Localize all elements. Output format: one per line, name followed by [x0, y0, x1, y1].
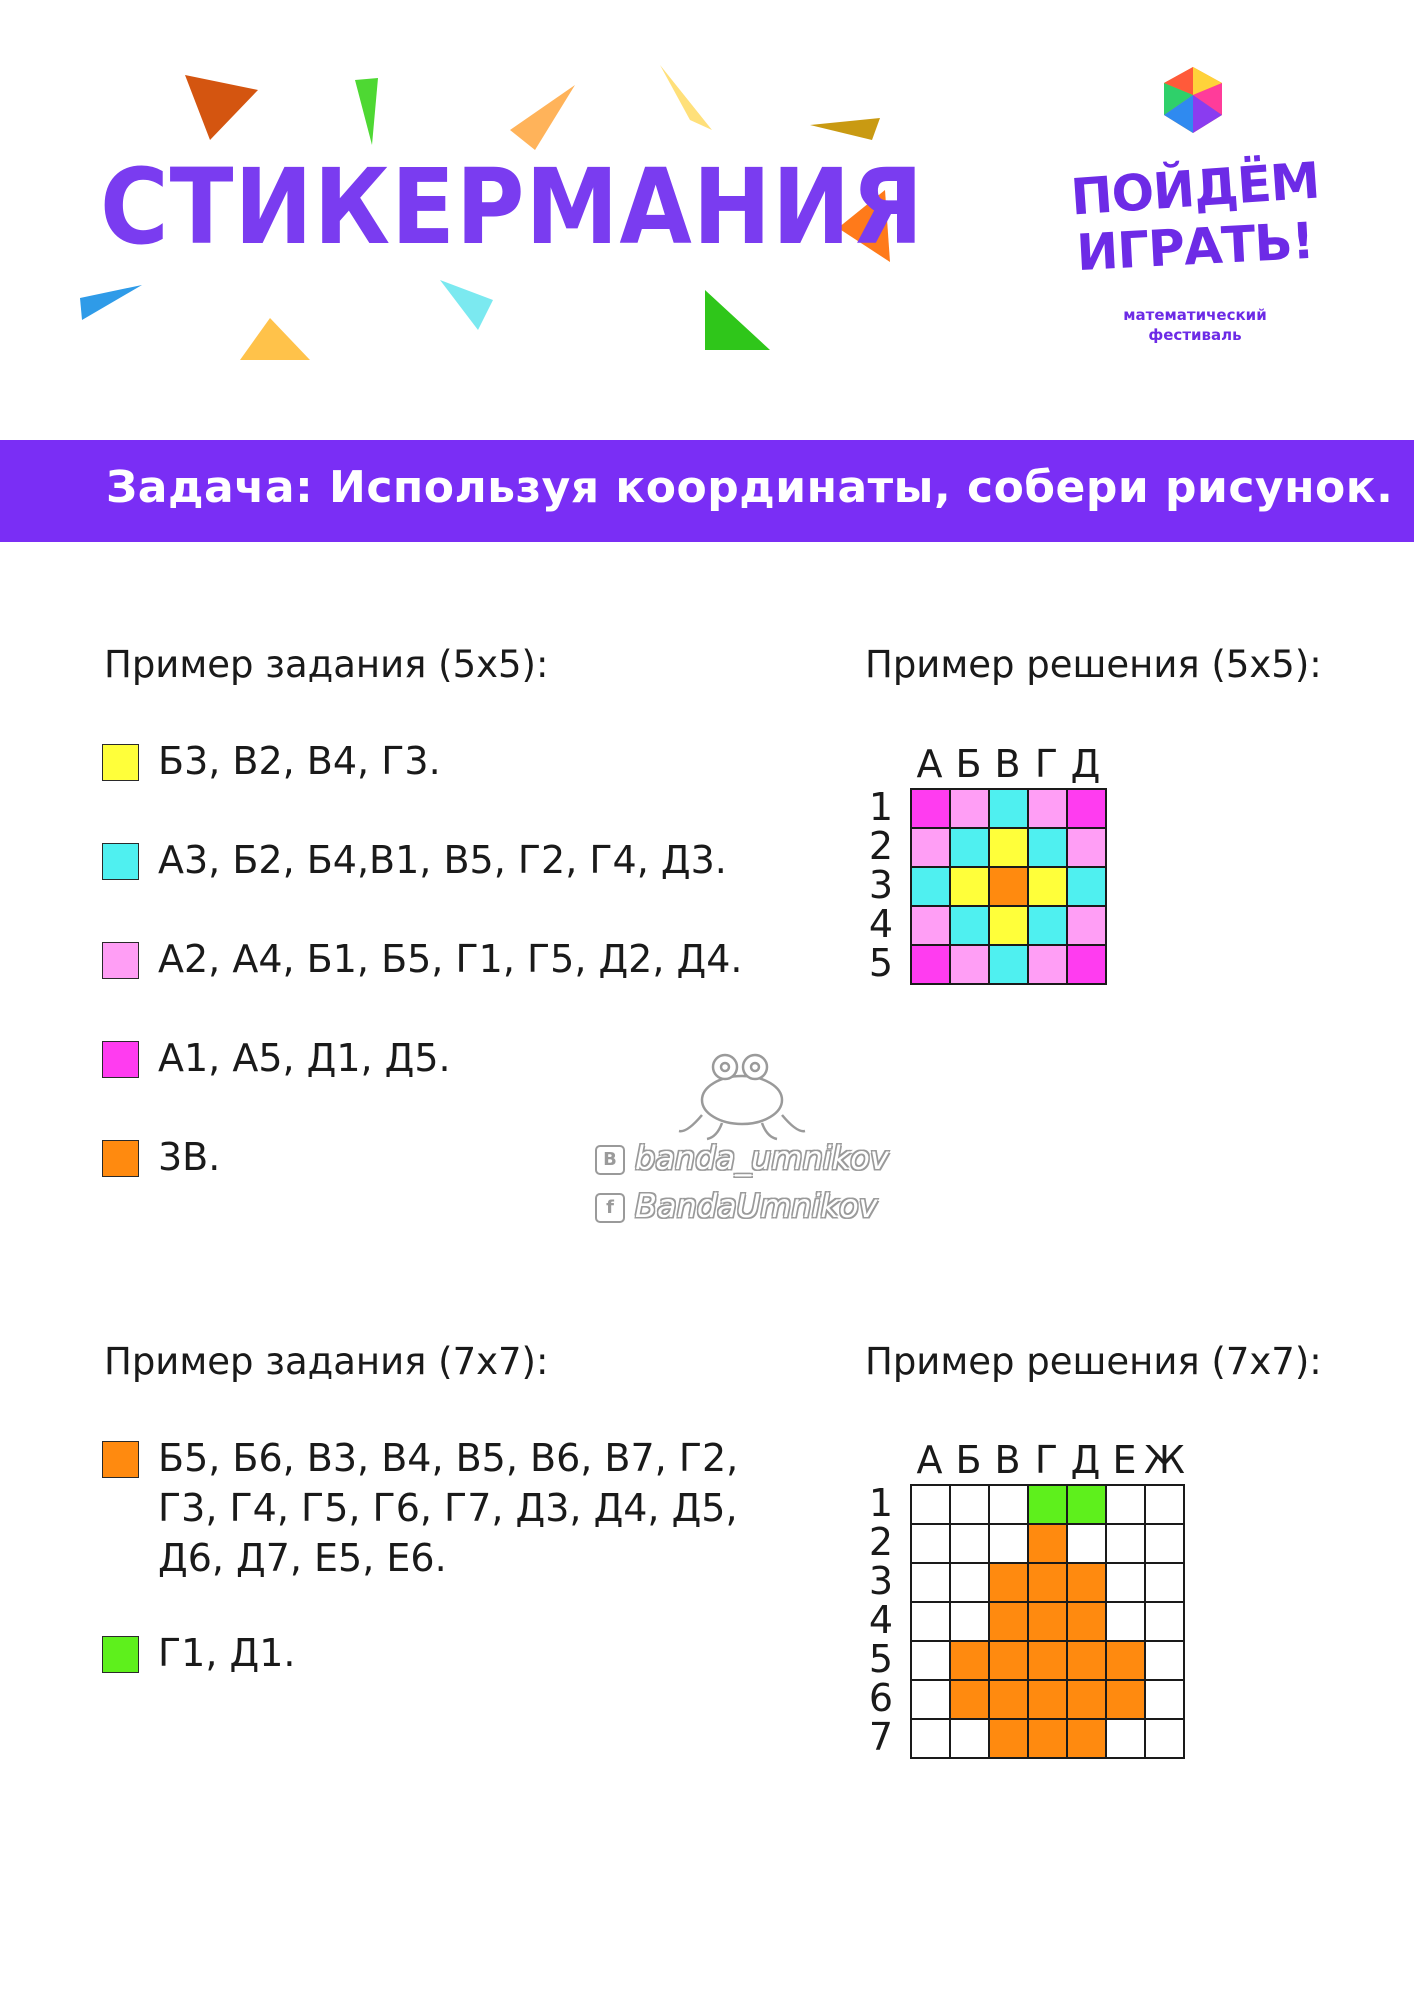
grid-cell — [990, 790, 1029, 829]
grid-cell — [1068, 829, 1107, 868]
grid-cell — [1107, 1564, 1146, 1603]
grid-cell — [1029, 1720, 1068, 1759]
row-label: 2 — [868, 1520, 894, 1564]
coordinates-text: Г1, Д1. — [158, 1631, 296, 1675]
color-swatch — [102, 1041, 139, 1078]
column-label: А — [916, 1438, 943, 1482]
row-label: 4 — [868, 1598, 894, 1642]
grid-cell — [1068, 907, 1107, 946]
confetti-piece — [355, 78, 378, 145]
grid-cell — [1068, 1603, 1107, 1642]
brand-title: СТИКЕРМАНИЯ — [100, 146, 925, 268]
row-label: 5 — [868, 941, 894, 985]
grid-cell — [912, 907, 951, 946]
row-label: 4 — [868, 902, 894, 946]
grid-cell — [990, 1720, 1029, 1759]
confetti-piece — [185, 75, 258, 140]
color-swatch — [102, 1441, 139, 1478]
grid-cell — [1146, 1564, 1185, 1603]
grid-cell — [1029, 790, 1068, 829]
row-label: 7 — [868, 1715, 894, 1759]
grid-cell — [1146, 1720, 1185, 1759]
column-label: Е — [1112, 1438, 1137, 1482]
logo-gem-icon — [1160, 65, 1226, 135]
grid-cell — [951, 1603, 990, 1642]
column-label: Д — [1070, 1438, 1101, 1482]
frog-logo-icon — [677, 1045, 807, 1141]
grid-cell — [1029, 829, 1068, 868]
task-banner — [0, 440, 1414, 542]
grid-cell — [1029, 907, 1068, 946]
grid-cell — [951, 907, 990, 946]
grid-cell — [990, 946, 1029, 985]
grid-cell — [1068, 1486, 1107, 1525]
logo-line-1: ПОЙДЁМ — [1068, 151, 1322, 227]
grid-cell — [1068, 868, 1107, 907]
example-7x7-solution-title: Пример решения (7х7): — [865, 1340, 1322, 1383]
grid-cell — [1107, 1720, 1146, 1759]
color-swatch — [102, 744, 139, 781]
coordinates-text: Б5, Б6, В3, В4, В5, В6, В7, Г2, Г3, Г4, Г5, Г6, Г7, Д3, Д4, Д5, Д6, Д7, Е5, Е6. — [158, 1436, 739, 1580]
grid-cell — [1107, 1486, 1146, 1525]
grid-cell — [990, 1486, 1029, 1525]
column-label: Д — [1070, 742, 1101, 786]
grid-cell — [951, 1681, 990, 1720]
column-label: В — [994, 1438, 1021, 1482]
grid-cell — [1146, 1681, 1185, 1720]
coordinates-text: А1, А5, Д1, Д5. — [158, 1036, 451, 1080]
confetti-piece — [510, 85, 575, 150]
color-swatch — [102, 942, 139, 979]
column-label: А — [916, 742, 943, 786]
grid-cell — [951, 868, 990, 907]
grid-cell — [912, 868, 951, 907]
watermark-vk: banda_umnikov — [635, 1139, 889, 1177]
watermark — [595, 1045, 915, 1245]
grid-cell — [990, 1564, 1029, 1603]
grid-cell — [912, 1564, 951, 1603]
grid-cell — [1029, 1642, 1068, 1681]
color-swatch — [102, 843, 139, 880]
grid-cell — [912, 1525, 951, 1564]
row-label: 1 — [868, 785, 894, 829]
grid-cell — [1068, 1642, 1107, 1681]
grid-board — [910, 1484, 1185, 1759]
color-swatch — [102, 1140, 139, 1177]
row-label: 1 — [868, 1481, 894, 1525]
vk-icon: В — [595, 1145, 625, 1175]
festival-logo — [1060, 60, 1330, 350]
coordinates-text: 3В. — [158, 1135, 221, 1179]
grid-cell — [912, 946, 951, 985]
grid-cell — [1107, 1525, 1146, 1564]
confetti-piece — [810, 118, 880, 140]
coordinates-text: Б3, В2, В4, Г3. — [158, 739, 441, 783]
grid-cell — [912, 790, 951, 829]
row-label: 3 — [868, 1559, 894, 1603]
grid-board — [910, 788, 1107, 985]
color-swatch — [102, 1636, 139, 1673]
grid-cell — [1029, 1681, 1068, 1720]
grid-cell — [1107, 1681, 1146, 1720]
grid-cell — [912, 1486, 951, 1525]
grid-cell — [1146, 1486, 1185, 1525]
facebook-icon: f — [595, 1193, 625, 1223]
grid-cell — [1068, 1564, 1107, 1603]
coordinates-text: А3, Б2, Б4,В1, В5, Г2, Г4, Д3. — [158, 838, 727, 882]
column-label: Ж — [1144, 1438, 1185, 1482]
grid-cell — [951, 1720, 990, 1759]
grid-cell — [951, 1525, 990, 1564]
column-label: Б — [955, 742, 982, 786]
grid-cell — [912, 1720, 951, 1759]
row-label: 5 — [868, 1637, 894, 1681]
logo-line-2: ИГРАТЬ! — [1075, 211, 1315, 283]
confetti-piece — [240, 318, 310, 360]
example-7x7-task-title: Пример задания (7х7): — [104, 1340, 549, 1383]
row-label: 2 — [868, 824, 894, 868]
row-label: 6 — [868, 1676, 894, 1720]
grid-cell — [990, 868, 1029, 907]
confetti-piece — [660, 65, 712, 130]
grid-cell — [1029, 946, 1068, 985]
grid-cell — [990, 907, 1029, 946]
watermark-fb: BandaUmnikov — [635, 1187, 878, 1225]
example-5x5-solution-title: Пример решения (5х5): — [865, 643, 1322, 686]
grid-cell — [990, 1603, 1029, 1642]
confetti-piece — [80, 285, 142, 320]
grid-cell — [951, 1486, 990, 1525]
grid-cell — [1146, 1603, 1185, 1642]
confetti-piece — [705, 290, 770, 350]
grid-cell — [1107, 1603, 1146, 1642]
coordinates-text: А2, А4, Б1, Б5, Г1, Г5, Д2, Д4. — [158, 937, 743, 981]
grid-cell — [1146, 1525, 1185, 1564]
example-5x5-task-title: Пример задания (5х5): — [104, 643, 549, 686]
grid-cell — [990, 1525, 1029, 1564]
grid-cell — [951, 1642, 990, 1681]
grid-cell — [990, 829, 1029, 868]
grid-cell — [951, 829, 990, 868]
grid-cell — [990, 1642, 1029, 1681]
grid-cell — [1068, 1681, 1107, 1720]
grid-cell — [1029, 868, 1068, 907]
grid-cell — [912, 1603, 951, 1642]
row-label: 3 — [868, 863, 894, 907]
task-text: Задача: Используя координаты, собери рисунок. — [106, 462, 1394, 513]
confetti-piece — [440, 280, 493, 330]
column-label: В — [994, 742, 1021, 786]
grid-cell — [951, 790, 990, 829]
column-label: Г — [1034, 742, 1059, 786]
grid-cell — [1107, 1642, 1146, 1681]
grid-cell — [990, 1681, 1029, 1720]
column-label: Б — [955, 1438, 982, 1482]
grid-cell — [1068, 1720, 1107, 1759]
grid-cell — [951, 946, 990, 985]
column-label: Г — [1034, 1438, 1059, 1482]
grid-cell — [1029, 1603, 1068, 1642]
grid-cell — [1029, 1486, 1068, 1525]
grid-cell — [1029, 1525, 1068, 1564]
grid-cell — [1029, 1564, 1068, 1603]
logo-subtitle-2: фестиваль — [1148, 326, 1242, 344]
grid-cell — [912, 1681, 951, 1720]
grid-cell — [912, 829, 951, 868]
grid-cell — [912, 1642, 951, 1681]
grid-cell — [1146, 1642, 1185, 1681]
logo-subtitle-1: математический — [1123, 306, 1267, 324]
grid-cell — [951, 1564, 990, 1603]
grid-cell — [1068, 1525, 1107, 1564]
grid-cell — [1068, 946, 1107, 985]
grid-cell — [1068, 790, 1107, 829]
